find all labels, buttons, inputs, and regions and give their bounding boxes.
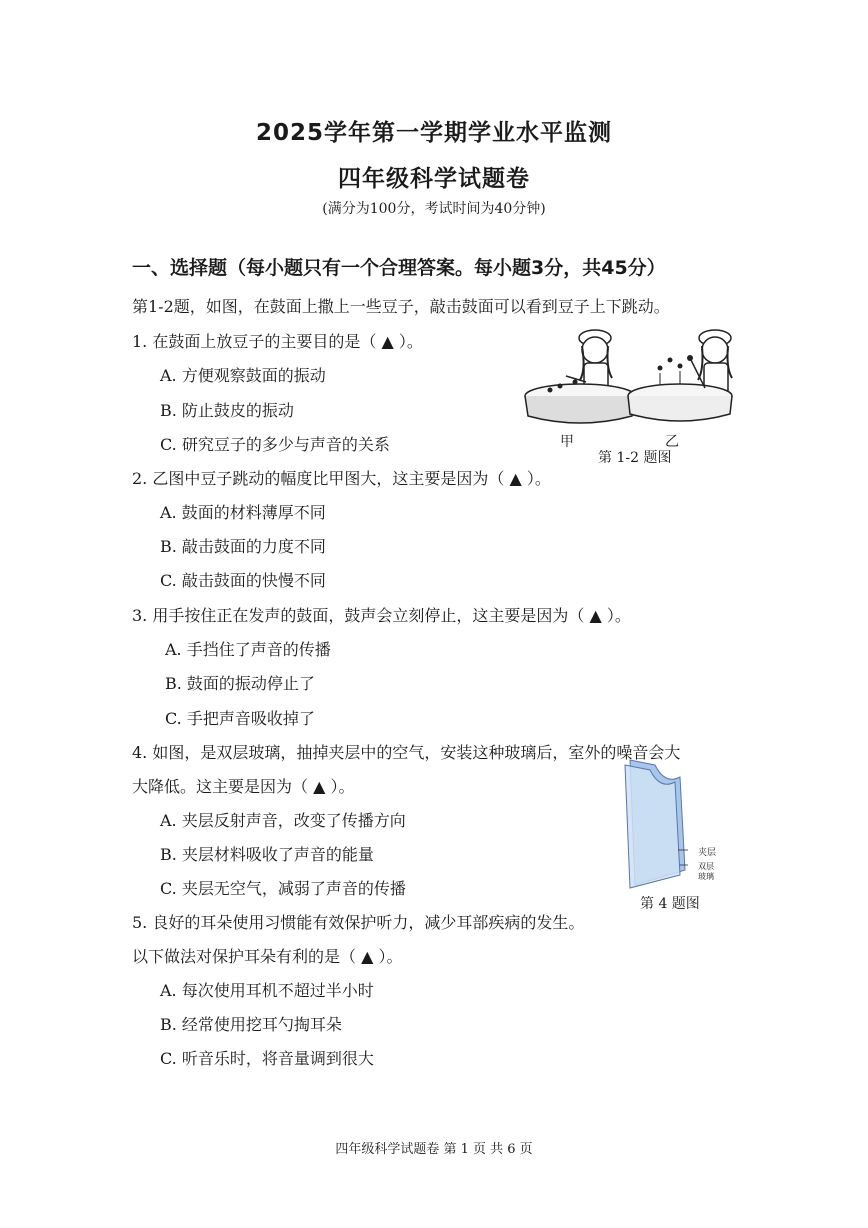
question-3-stem: 3. 用手按住正在发声的鼓面，鼓声会立刻停止，这主要是因为（ ▲ ）。 bbox=[132, 606, 631, 625]
figure-4-caption: 第 4 题图 bbox=[640, 896, 700, 912]
question-2-stem: 2. 乙图中豆子跳动的幅度比甲图大，这主要是因为（ ▲ ）。 bbox=[132, 469, 551, 488]
section-heading: 一、选择题（每小题只有一个合理答案。每小题3分，共45分） bbox=[132, 257, 666, 279]
question-4-option-c: C. 夹层无空气，减弱了声音的传播 bbox=[160, 879, 406, 898]
figure-4-label-gap: 夹层 bbox=[698, 848, 717, 858]
question-5-option-b: B. 经常使用挖耳勺掏耳朵 bbox=[160, 1015, 342, 1034]
context-1-2: 第1-2题，如图，在鼓面上撒上一些豆子，敲击鼓面可以看到豆子上下跳动。 bbox=[132, 297, 670, 316]
question-2-option-a: A. 鼓面的材料薄厚不同 bbox=[160, 503, 326, 522]
question-4-stem-line1: 4. 如图，是双层玻璃，抽掉夹层中的空气，安装这种玻璃后，室外的噪音会大 bbox=[132, 743, 681, 762]
question-2-option-c: C. 敲击鼓面的快慢不同 bbox=[160, 571, 326, 590]
question-1-option-a: A. 方便观察鼓面的振动 bbox=[160, 366, 326, 385]
question-2-option-b: B. 敲击鼓面的力度不同 bbox=[160, 537, 326, 556]
double-glass-figure bbox=[620, 755, 690, 890]
page-footer: 四年级科学试题卷 第 1 页 共 6 页 bbox=[335, 1142, 533, 1157]
figure-label-jia: 甲 bbox=[560, 434, 574, 450]
exam-note: (满分为100分，考试时间为40分钟) bbox=[322, 201, 546, 217]
question-4-stem-line2: 大降低。这主要是因为（ ▲ ）。 bbox=[132, 777, 355, 796]
exam-subtitle: 四年级科学试题卷 bbox=[338, 166, 530, 192]
figure-label-yi: 乙 bbox=[665, 434, 679, 450]
question-4-option-b: B. 夹层材料吸收了声音的能量 bbox=[160, 845, 374, 864]
drum-figure bbox=[520, 318, 750, 428]
question-5-stem-line1: 5. 良好的耳朵使用习惯能有效保护听力，减少耳部疾病的发生。 bbox=[132, 913, 585, 932]
question-1-option-c: C. 研究豆子的多少与声音的关系 bbox=[160, 435, 390, 454]
question-4-option-a: A. 夹层反射声音，改变了传播方向 bbox=[160, 811, 406, 830]
question-3-option-c: C. 手把声音吸收掉了 bbox=[165, 709, 315, 728]
figure-4-label-glass: 双层玻璃 bbox=[698, 862, 714, 881]
question-5-stem-line2: 以下做法对保护耳朵有利的是（ ▲ ）。 bbox=[132, 947, 403, 966]
question-5-option-a: A. 每次使用耳机不超过半小时 bbox=[160, 981, 374, 1000]
question-3-option-b: B. 鼓面的振动停止了 bbox=[165, 674, 315, 693]
question-5-option-c: C. 听音乐时，将音量调到很大 bbox=[160, 1049, 374, 1068]
question-1-option-b: B. 防止鼓皮的振动 bbox=[160, 401, 294, 420]
figure-1-2-caption: 第 1-2 题图 bbox=[598, 450, 672, 466]
question-1-stem: 1. 在鼓面上放豆子的主要目的是（ ▲ ）。 bbox=[132, 332, 423, 351]
exam-title: 2025学年第一学期学业水平监测 bbox=[255, 120, 612, 146]
question-3-option-a: A. 手挡住了声音的传播 bbox=[165, 640, 331, 659]
